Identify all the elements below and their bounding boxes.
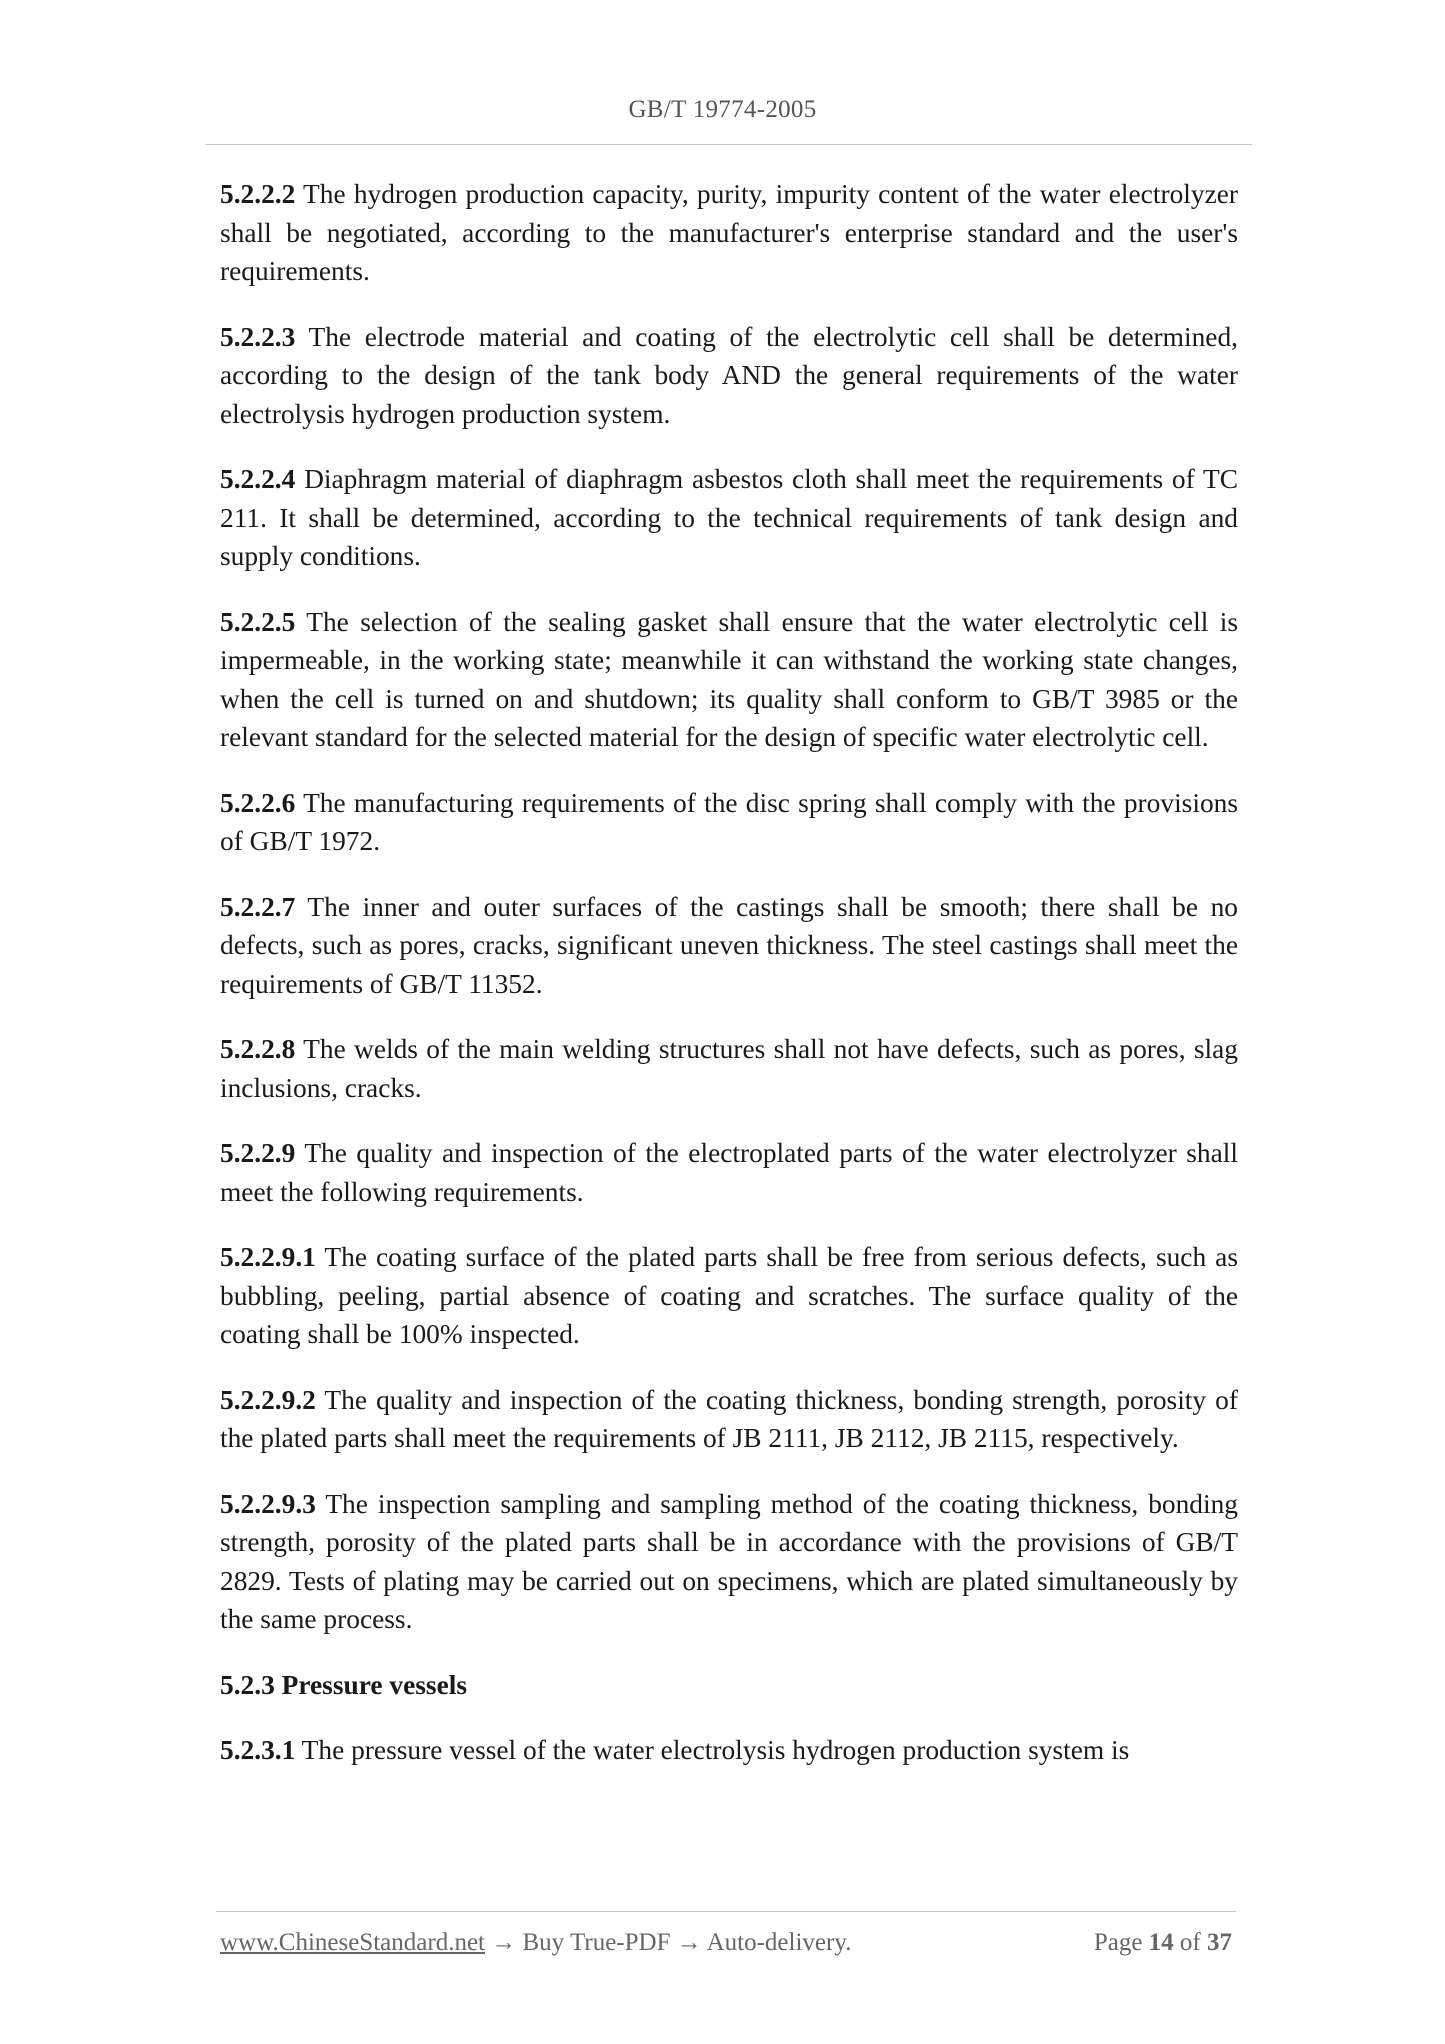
section-heading-pressure-vessels: 5.2.3 Pressure vessels — [220, 1669, 467, 1700]
clause-text: Diaphragm material of diaphragm asbestos cloth shall meet the requirements of TC 211. It shall be determined, according to the technical requirements of tank design and supply conditions. — [220, 464, 1238, 571]
page-indicator — [1094, 1929, 1232, 1957]
clause-number: 5.2.2.6 — [220, 787, 296, 818]
clause-5-2-2-2 — [220, 175, 1238, 291]
clause-text: The quality and inspection of the coating thickness, bonding strength, porosity of the plated parts shall meet the requirements of JB 2111, JB 2112, JB 2115, respectively. — [220, 1384, 1238, 1453]
clause-5-2-2-9-3 — [220, 1485, 1238, 1639]
clause-text: The inner and outer surfaces of the castings shall be smooth; there shall be no defects, such as pores, cracks, significant uneven thickness. The steel castings shall meet the requirements of GB/T 11352. — [220, 891, 1238, 999]
footer-divider — [216, 1911, 1236, 1912]
clause-text: The selection of the sealing gasket shall ensure that the water electrolytic cell is impermeable, in the working state; meanwhile it can withstand the working state changes, when the cell is turned on and shutdown; its quality shall conform to GB/T 3985 or the relevant standard for the selected material for the design of specific water electrolytic cell. — [220, 606, 1238, 752]
clause-5-2-2-6 — [220, 784, 1238, 861]
clause-text: The coating surface of the plated parts shall be free from serious defects, such as bubbling, peeling, partial absence of coating and scratches. The surface quality of the coating shall be 100% inspected. — [220, 1242, 1238, 1349]
of-label: of — [1179, 1929, 1201, 1956]
clause-5-2-2-3 — [220, 318, 1238, 434]
header-divider — [206, 144, 1252, 145]
clause-number: 5.2.2.7 — [220, 891, 296, 922]
clause-5-2-2-9 — [220, 1134, 1238, 1211]
clause-text: The electrode material and coating of the electrolytic cell shall be determined, according to the design of the tank body AND the general requirements of the water electrolysis hydrogen production system. — [220, 321, 1238, 429]
page-label: Page — [1093, 1929, 1143, 1956]
clause-5-2-2-4 — [220, 460, 1238, 576]
clause-text: The quality and inspection of the electroplated parts of the water electrolyzer shall meet the following requirements. — [220, 1138, 1238, 1207]
clause-number: 5.2.2.2 — [220, 179, 296, 209]
clause-number: 5.2.3.1 — [220, 1735, 296, 1765]
clause-number: 5.2.2.5 — [220, 606, 296, 637]
footer-promo — [220, 1929, 851, 1957]
page-current: 14 — [1148, 1929, 1174, 1956]
clause-5-2-2-8 — [220, 1030, 1238, 1107]
running-header: GB/T 19774-2005 — [628, 96, 817, 123]
clause-number: 5.2.2.8 — [220, 1034, 296, 1064]
clause-text: The welds of the main welding structures shall not have defects, such as pores, slag inclusions, cracks. — [220, 1034, 1238, 1103]
clause-5-2-2-5 — [220, 603, 1238, 757]
clause-5-2-2-9-2 — [220, 1381, 1238, 1458]
clause-5-2-2-7 — [220, 888, 1238, 1004]
clause-number: 5.2.2.9.3 — [220, 1488, 316, 1519]
document-body — [220, 175, 1238, 1797]
clause-text: The inspection sampling and sampling method of the coating thickness, bonding strength, porosity of the plated parts shall be in accordance with the provisions of GB/T 2829. Tests of plating may be carried out on specimens, which are plated simultaneously by the same process. — [220, 1488, 1238, 1634]
website-link[interactable]: www.ChineseStandard.net — [220, 1929, 485, 1956]
clause-5-2-3-1 — [220, 1731, 1238, 1770]
clause-text: The hydrogen production capacity, purity, impurity content of the water electrolyzer shall be negotiated, according to the manufacturer's enterprise standard and the user's requirements. — [220, 179, 1238, 286]
clause-number: 5.2.2.4 — [220, 464, 296, 494]
clause-number: 5.2.2.3 — [220, 321, 296, 352]
clause-5-2-2-9-1 — [220, 1238, 1238, 1354]
footer-promo-text: → Buy True-PDF → Auto-delivery. — [485, 1929, 852, 1956]
clause-number: 5.2.2.9 — [220, 1138, 296, 1168]
page-total: 37 — [1207, 1929, 1232, 1956]
clause-number: 5.2.2.9.1 — [220, 1242, 316, 1272]
clause-number: 5.2.2.9.2 — [220, 1384, 316, 1415]
clause-text: The manufacturing requirements of the disc spring shall comply with the provisions of GB/T 1972. — [220, 787, 1238, 856]
clause-text: The pressure vessel of the water electrolysis hydrogen production system is — [295, 1735, 1130, 1765]
